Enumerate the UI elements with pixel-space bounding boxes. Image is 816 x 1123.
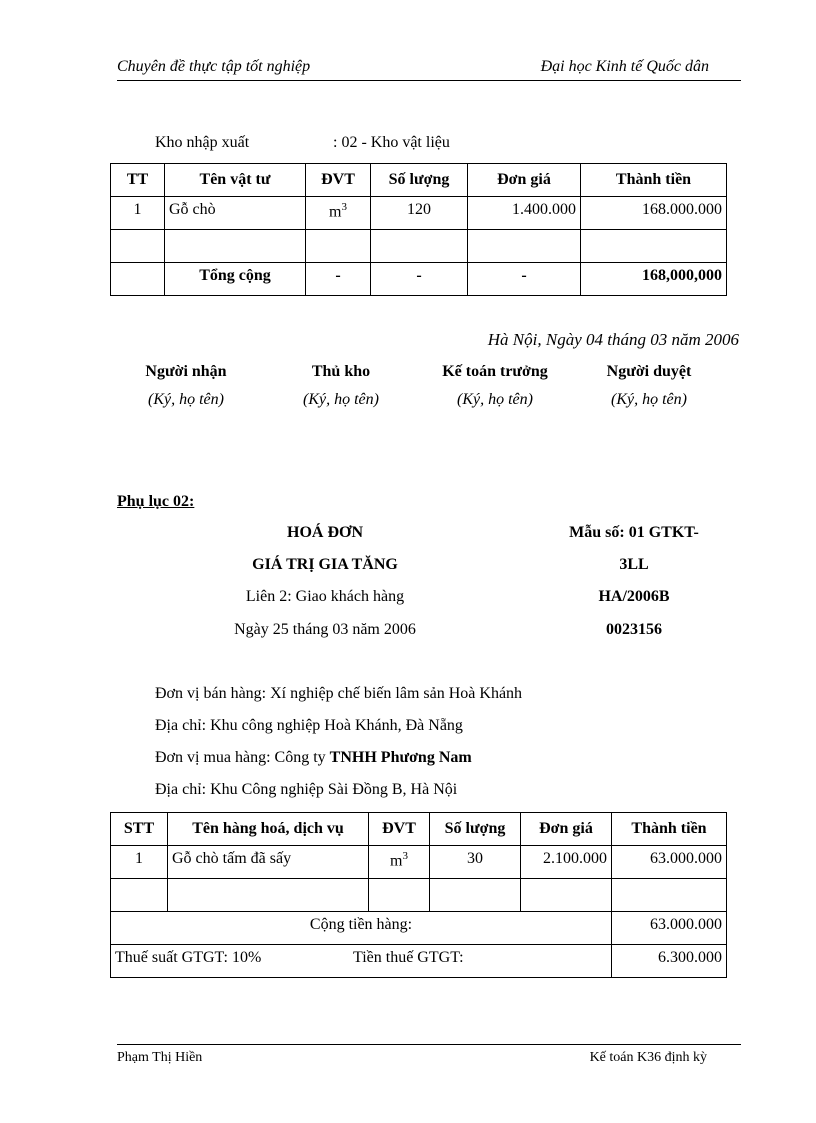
materials-table <box>110 163 727 296</box>
vat-label: Tiền thuế GTGT: <box>353 949 464 966</box>
col-name: Tên hàng hoá, dịch vụ <box>168 813 369 846</box>
col-stt: STT <box>111 813 168 846</box>
col-qty: Số lượng <box>430 813 521 846</box>
cell-tt: 1 <box>111 197 165 230</box>
table-row <box>111 846 727 879</box>
buyer-name: TNHH Phương Nam <box>329 749 472 766</box>
invoice-form-1: Mẫu số: 01 GTKT- <box>569 524 699 541</box>
signature-chief-accountant <box>415 363 575 409</box>
invoice-copy: Liên 2: Giao khách hàng <box>245 588 405 605</box>
signature-note: (Ký, họ tên) <box>457 391 533 408</box>
table-row <box>111 197 727 230</box>
vat-rate: Thuế suất GTGT: 10% <box>115 949 262 966</box>
signature-note: (Ký, họ tên) <box>303 391 379 408</box>
vat-row <box>111 945 727 978</box>
total-unit: - <box>306 263 371 296</box>
cell-stt: 1 <box>111 846 168 879</box>
signature-note: (Ký, họ tên) <box>148 391 224 408</box>
cell-unit <box>369 846 430 879</box>
seller-line: Đơn vị bán hàng: Xí nghiệp chế biến lâm sản Hoà Khánh <box>155 685 523 702</box>
signature-note: (Ký, họ tên) <box>611 391 687 408</box>
header-right: Đại học Kinh tế Quốc dân <box>540 58 709 75</box>
signature-title: Kế toán trưởng <box>442 363 548 380</box>
cell-price: 1.400.000 <box>468 197 581 230</box>
buyer-address: Địa chỉ: Khu Công nghiệp Sài Đồng B, Hà Nội <box>155 781 458 798</box>
cell-amount: 168.000.000 <box>581 197 727 230</box>
signature-title: Người duyệt <box>606 363 692 380</box>
total-label: Tổng cộng <box>165 263 306 296</box>
invoice-series: HA/2006B <box>598 588 670 605</box>
table-row-empty <box>111 879 727 912</box>
table-header-row <box>111 813 727 846</box>
header-left: Chuyên đề thực tập tốt nghiệp <box>117 58 311 75</box>
page-footer <box>117 1044 741 1065</box>
subtotal-label: Cộng tiền hàng: <box>111 912 612 945</box>
table-total-row <box>111 263 727 296</box>
table-header-row <box>111 164 727 197</box>
vat-amount: 6.300.000 <box>612 945 727 978</box>
cell-price: 2.100.000 <box>521 846 612 879</box>
unit-base: m <box>390 852 403 870</box>
col-price: Đơn giá <box>521 813 612 846</box>
cell-amount: 63.000.000 <box>612 846 727 879</box>
signature-approver <box>569 363 729 409</box>
total-amount: 168,000,000 <box>581 263 727 296</box>
signature-storekeeper <box>261 363 421 409</box>
signature-title: Người nhận <box>145 363 227 380</box>
warehouse-value: : 02 - Kho vật liệu <box>333 134 450 151</box>
unit-exp: 3 <box>402 850 408 862</box>
signature-receiver <box>106 363 266 409</box>
col-tt: TT <box>111 164 165 197</box>
unit-base: m <box>329 203 342 221</box>
warehouse-label: Kho nhập xuất <box>155 134 250 151</box>
seller-address: Địa chỉ: Khu công nghiệp Hoà Khánh, Đà Nẵng <box>155 717 463 734</box>
invoice-date: Ngày 25 tháng 03 năm 2006 <box>234 621 416 638</box>
col-unit: ĐVT <box>369 813 430 846</box>
cell-name: Gỗ chò <box>165 197 306 230</box>
warehouse-line <box>155 134 450 152</box>
col-price: Đơn giá <box>468 164 581 197</box>
col-qty: Số lượng <box>371 164 468 197</box>
buyer-line <box>155 749 472 767</box>
unit-exp: 3 <box>341 201 347 213</box>
signature-title: Thủ kho <box>311 363 371 380</box>
page-header <box>117 58 741 81</box>
invoice-title-1: HOÁ ĐƠN <box>287 524 363 541</box>
total-qty: - <box>371 263 468 296</box>
col-amount: Thành tiền <box>581 164 727 197</box>
invoice-form-2: 3LL <box>619 556 649 573</box>
footer-left: Phạm Thị Hiền <box>117 1050 203 1065</box>
invoice-number: 0023156 <box>606 621 662 638</box>
col-name: Tên vật tư <box>165 164 306 197</box>
invoice-table <box>110 812 727 978</box>
col-amount: Thành tiền <box>612 813 727 846</box>
invoice-title-2: GIÁ TRỊ GIA TĂNG <box>252 556 398 573</box>
cell-unit <box>306 197 371 230</box>
col-unit: ĐVT <box>306 164 371 197</box>
subtotal-row <box>111 912 727 945</box>
footer-right: Kế toán K36 định kỳ <box>589 1050 707 1065</box>
total-price: - <box>468 263 581 296</box>
appendix-title: Phụ lục 02: <box>117 493 195 510</box>
sign-date: Hà Nội, Ngày 04 tháng 03 năm 2006 <box>487 330 739 349</box>
vat-cell <box>111 945 612 978</box>
cell-qty: 120 <box>371 197 468 230</box>
cell-qty: 30 <box>430 846 521 879</box>
buyer-label: Đơn vị mua hàng: Công ty <box>155 749 330 766</box>
table-row-empty <box>111 230 727 263</box>
subtotal-amount: 63.000.000 <box>612 912 727 945</box>
cell-name: Gỗ chò tấm đã sấy <box>168 846 369 879</box>
